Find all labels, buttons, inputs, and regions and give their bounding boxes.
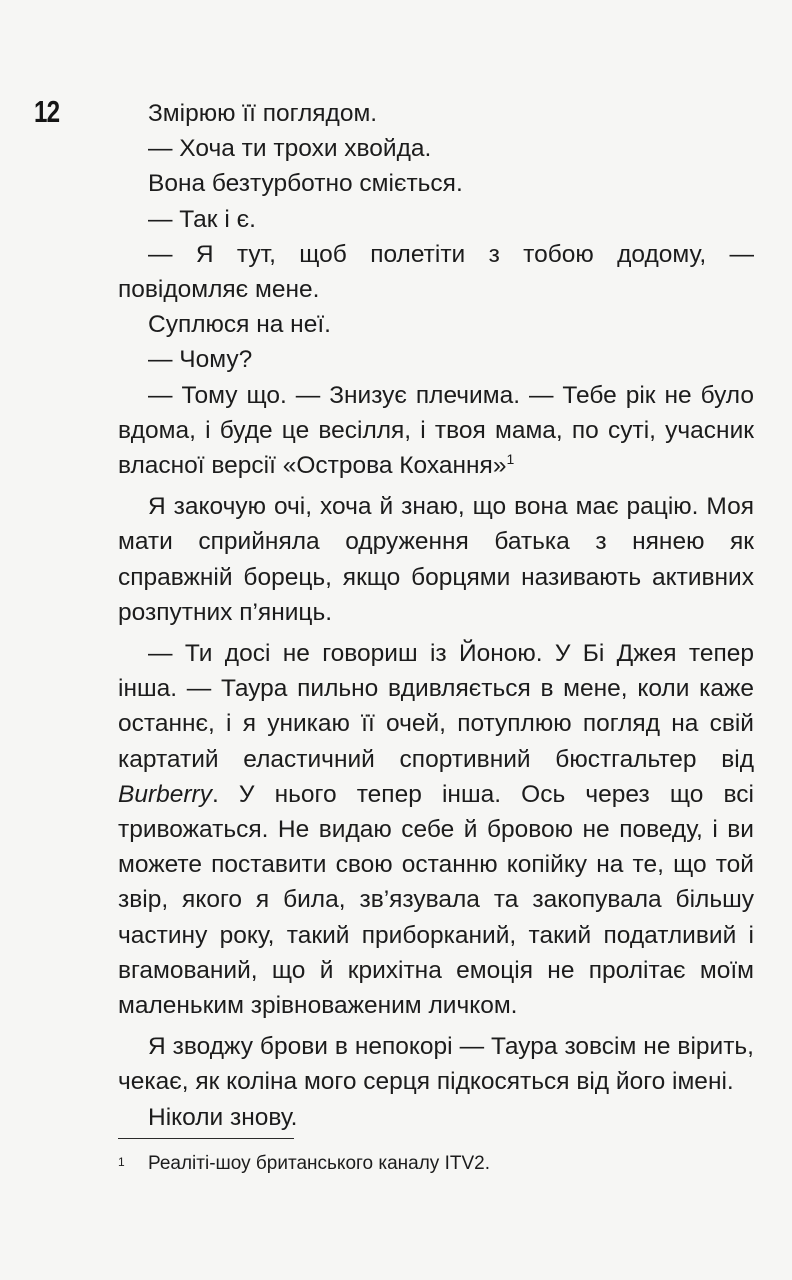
paragraph: Суплюся на неї. bbox=[148, 311, 331, 339]
paragraph: Я зводжу брови в непокорі — Таура зовсім не вірить, чекає, як коліна мого серця підкосяться від його імені. bbox=[118, 1033, 754, 1096]
paragraph bbox=[118, 378, 754, 484]
footnote-mark: 1 bbox=[118, 1155, 125, 1169]
paragraph-text: — Тому що. — Знизує плечима. — Тебе рік не було вдома, і буде це весілля, і твоя мама, по суті, учасник власної версії «Острова Кохання» bbox=[118, 381, 754, 480]
page-number: 12 bbox=[34, 94, 60, 129]
paragraph: Ніколи знову. bbox=[148, 1103, 298, 1131]
footnote bbox=[118, 1152, 754, 1176]
paragraph: — Чому? bbox=[148, 346, 253, 374]
paragraph: Я закочую очі, хоча й знаю, що вона має рацію. Моя мати сприйняла одруження батька з нянею як справжній борець, якщо борцями називають активних розпутних п’яниць. bbox=[118, 493, 754, 626]
footnote-divider bbox=[118, 1138, 294, 1139]
paragraph-text: — Ти досі не говориш із Йоною. У Бі Джея тепер інша. — Таура пильно вдивляється в мене, коли каже останнє, і я уникаю її очей, потуплюю погляд на свій картатий еластичний спортивний бюстгальтер від bbox=[118, 640, 754, 773]
footnote-text: Реаліті-шоу британського каналу ITV2. bbox=[148, 1153, 490, 1174]
body-text bbox=[118, 96, 754, 1135]
paragraph: Вона безтурботно сміється. bbox=[148, 170, 463, 198]
paragraph bbox=[118, 636, 754, 1023]
paragraph: — Так і є. bbox=[148, 205, 256, 233]
brand-name: Burberry bbox=[118, 780, 212, 808]
footnote-reference[interactable]: 1 bbox=[506, 450, 515, 467]
paragraph: Змірюю її поглядом. bbox=[148, 100, 378, 127]
paragraph: — Хоча ти трохи хвойда. bbox=[148, 135, 432, 163]
paragraph: — Я тут, щоб полетіти з тобою додому, — повідомляє мене. bbox=[118, 240, 754, 304]
paragraph-text: . У нього тепер інша. Ось через що всі тривожаться. Не видаю себе й бровою не поведу, і ви можете поставити свою останню копійку на те, що той звір, якого я била, зв’язувала та закопувала більшу частину року, такий приборканий, такий податливий і вгамований, що й крихітна емоція не пролітає моїм маленьким зрівноваженим личком. bbox=[118, 780, 754, 1020]
